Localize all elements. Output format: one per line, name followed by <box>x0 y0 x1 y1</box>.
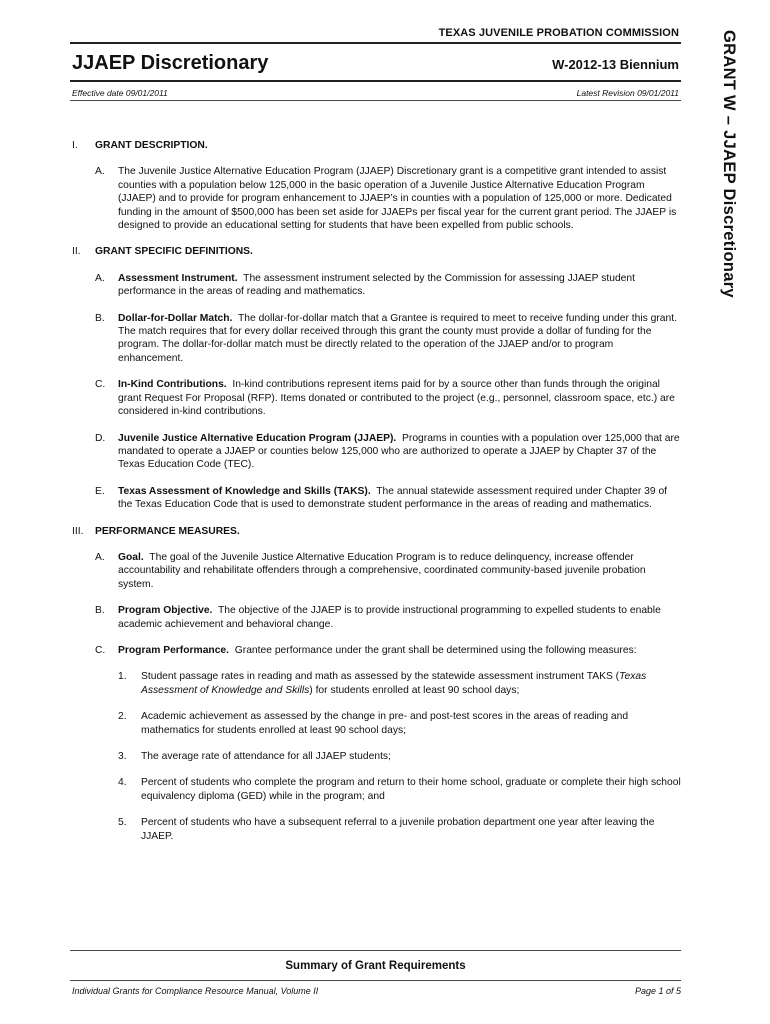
definition-term: Juvenile Justice Alternative Education Program (JJAEP). <box>118 432 397 444</box>
definition-item <box>72 485 681 512</box>
item-letter: A. <box>95 551 105 563</box>
measure-term: Program Performance. <box>118 644 230 656</box>
measure-text-italic: Texas Assessment of Knowledge and Skills <box>141 671 647 696</box>
measure-item <box>72 604 681 631</box>
item-letter: E. <box>95 485 105 497</box>
agency-name: TEXAS JUVENILE PROBATION COMMISSION <box>438 27 679 39</box>
paragraph-item <box>72 165 681 232</box>
item-letter: C. <box>95 644 106 656</box>
measure-text: The goal of the Juvenile Justice Alternative Education Program is to reduce delinquency, increase offender accountability and rehabilitate offenders through a comprehensive, coordinated community-based juvenile probation system. <box>118 551 646 590</box>
definition-term: Dollar-for-Dollar Match. <box>118 312 233 324</box>
measure-item <box>72 644 681 657</box>
section-number: II. <box>72 246 81 258</box>
section-number: III. <box>72 525 84 537</box>
effective-date: Effective date 09/01/2011 <box>72 88 168 98</box>
header-rule-bottom <box>70 80 681 82</box>
section-number: I. <box>72 140 78 151</box>
page-title: JJAEP Discretionary <box>72 52 269 74</box>
definition-item <box>72 272 681 299</box>
measure-text: Student passage rates in reading and math as assessed by the statewide assessment instrument TAKS ( <box>141 671 620 683</box>
definition-text: In-kind contributions represent items paid for by a source other than funds through the original grant Request For Proposal (RFP). Items donated or contributed to the project (e.g., personnel, classroom space, etc.) are considered in-kind contributions. <box>118 379 675 418</box>
definition-text: Programs in counties with a population over 125,000 that are mandated to operate a JJAEP or counties below 125,000 who are authorized to operate a JJAEP by Chapter 37 of the Texas Education Code (TEC). <box>118 432 680 471</box>
definition-text: The dollar-for-dollar match that a Grantee is required to meet to receive funding under this grant. The match requires that for every dollar received through this grant the county must provide a dollar of funding for the program. The dollar-for-dollar match must be directly related to the operation of the JJAEP and/or to program enhancement. <box>118 312 677 364</box>
numbered-measure <box>72 750 681 763</box>
definition-item <box>72 378 681 418</box>
definition-term: Texas Assessment of Knowledge and Skills (TAKS). <box>118 485 371 497</box>
measure-text: Academic achievement as assessed by the change in pre- and post-test scores in the areas of reading and mathematics for students enrolled at least 90 school days; <box>141 711 629 736</box>
measure-text-end: ) for students enrolled at least 90 school days; <box>309 684 520 696</box>
latest-revision: Latest Revision 09/01/2011 <box>576 88 679 98</box>
measure-number: 5. <box>118 817 127 829</box>
numbered-measure <box>72 816 681 843</box>
footer-manual-title: Individual Grants for Compliance Resource Manual, Volume II <box>72 986 319 996</box>
section-title: GRANT SPECIFIC DEFINITIONS. <box>95 246 253 258</box>
definition-term: In-Kind Contributions. <box>118 379 227 391</box>
measure-number: 2. <box>118 711 127 723</box>
definition-item <box>72 312 681 366</box>
definition-item <box>72 432 681 472</box>
header-divider <box>70 100 681 101</box>
measure-item <box>72 551 681 591</box>
measure-text: Grantee performance under the grant shall be determined using the following measures: <box>234 644 637 656</box>
numbered-measure <box>72 776 681 803</box>
item-letter: C. <box>95 379 106 391</box>
measure-text: Percent of students who complete the program and return to their home school, graduate or complete their high school equivalency diploma (GED) while in the program; and <box>141 777 681 802</box>
section-heading <box>72 245 681 258</box>
measure-term: Program Objective. <box>118 605 213 617</box>
page-number: Page 1 of 5 <box>634 986 681 996</box>
item-letter: A. <box>95 272 105 284</box>
measure-text: The average rate of attendance for all JJAEP students; <box>141 751 391 762</box>
section-title: PERFORMANCE MEASURES. <box>95 525 240 537</box>
item-letter: D. <box>95 432 106 444</box>
sidebar-title: GRANT W – JJAEP Discretionary <box>720 30 738 298</box>
header-rule-top <box>70 42 681 44</box>
footer-rule <box>70 980 681 981</box>
numbered-measure <box>72 710 681 737</box>
measure-number: 4. <box>118 777 127 789</box>
measure-text: Percent of students who have a subsequent referral to a juvenile probation department one year after leaving the JJAEP. <box>141 817 655 842</box>
biennium-label: W-2012-13 Biennium <box>552 57 679 72</box>
measure-text: The objective of the JJAEP is to provide instructional programming to expelled students to enable academic achievement and behavioral change. <box>118 605 661 630</box>
measure-number: 1. <box>118 671 127 683</box>
definition-term: Assessment Instrument. <box>118 272 238 284</box>
item-text: The Juvenile Justice Alternative Education Program (JJAEP) Discretionary grant is a competitive grant intended to assist counties with a population below 125,000 in the basic operation of a Juvenile Justice Alternative Education Program (JJAEP) and to provide for program enhancement to JJAEP’s in counties with a population of 125,000 or more. Dedicated funding in the amount of $500,000 has been set aside for JJAEPs per fiscal year for the current grant period. The JJAEP is designed to provide an educational setting for students that have been expelled from public schools. <box>118 166 677 232</box>
summary-heading: Summary of Grant Requirements <box>285 960 466 972</box>
measure-term: Goal. <box>118 551 144 563</box>
section-title: GRANT DESCRIPTION. <box>95 140 208 151</box>
item-letter: A. <box>95 166 105 178</box>
measure-number: 3. <box>118 751 127 762</box>
item-letter: B. <box>95 312 105 324</box>
summary-divider <box>70 950 681 951</box>
section-heading <box>72 139 681 152</box>
item-letter: B. <box>95 605 105 617</box>
numbered-measure <box>72 670 681 697</box>
definition-text: The assessment instrument selected by the Commission for assessing JJAEP student performance in the areas of reading and mathematics. <box>118 272 635 298</box>
section-heading <box>72 525 681 538</box>
definition-text: The annual statewide assessment required under Chapter 39 of the Texas Education Code that is used to demonstrate student performance in the areas of reading and mathematics. <box>118 485 668 511</box>
document-body <box>72 139 681 856</box>
